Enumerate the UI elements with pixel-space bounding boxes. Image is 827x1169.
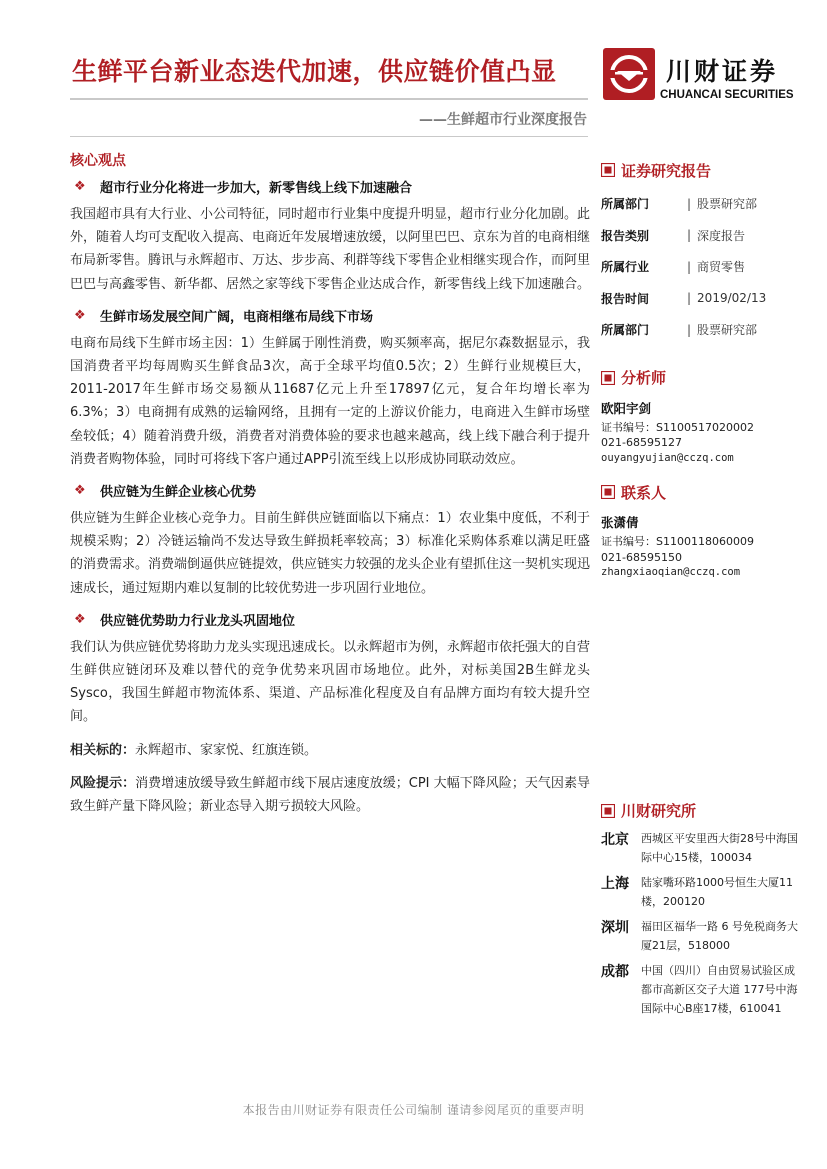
diamond-bullet-icon: ❖: [74, 179, 86, 194]
info-value: 2019/02/13: [697, 291, 767, 306]
section-body: 我国超市具有大行业、小公司特征，同时超市行业集中度提升明显，超市行业分化加剧。此外，随着人均可支配收入提高、电商近年发展增速放缓，以阿里巴巴、京东为首的电商相继布局新零售。腾讯与永辉超市、万达、步步高、利群等线下零售企业相继实现合作，而阿里巴巴与高鑫零售、新华都、居然之家等线下零售企业达成合作，新零售线上线下加速融合。: [70, 207, 591, 292]
info-separator: |: [687, 196, 692, 211]
office-address: 西城区平安里西大街28号中海国际中心15楼，100034: [641, 831, 798, 864]
section-heading: [70, 610, 590, 629]
contact-cert: 证书编号：S1100118060009: [601, 535, 754, 548]
section-heading: [70, 481, 590, 500]
contact-badge-icon: [601, 485, 615, 499]
info-row: [601, 251, 801, 283]
section-body: 电商布局线下生鲜市场主因：1）生鲜属于刚性消费，购买频率高，据尼尔森数据显示，我国消费者平均每周购买生鲜食品3次，高于全球平均值0.5次；2）生鲜行业规模巨大，2011-2017年生鲜市场交易额从11687亿元上升至17897亿元，复合年均增长率为 6.3%；3）电商拥有成熟的运输网络，且拥有一定的上游议价能力，电商进入生鲜市场壁垒较低；4）随着消费升级，消费者对消费体验的要求也越来越高，线上线下融合利于提升消费者购物体验，同时可将线下客户通过APP引流至线上以形成协同联动效应。: [70, 335, 590, 467]
info-separator: |: [687, 228, 692, 243]
related-stocks-label: 相关标的：: [70, 742, 136, 758]
analyst-email[interactable]: ouyangyujian@cczq.com: [601, 451, 734, 464]
contact-heading: [601, 480, 801, 504]
office-chengdu: [601, 961, 801, 1018]
risk-warning-label: 风险提示：: [70, 775, 136, 791]
related-stocks-text: 永辉超市、家家悦、红旗连锁。: [135, 742, 318, 758]
section-body: 供应链为生鲜企业核心竞争力。目前生鲜供应链面临以下痛点：1）农业集中度低，不利于规模采购；2）冷链运输尚不发达导致生鲜损耗率较高；3）标准化采购体系难以满足旺盛的消费需求。消费端倒逼供应链提效，供应链实力较强的龙头企业有望抓住这一契机实现迅速成长，通过短期内难以复制的比较优势进一步巩固行业地位。: [70, 511, 591, 596]
analyst-heading-text: 分析师: [621, 369, 667, 387]
info-label: 所属行业: [601, 260, 650, 275]
office-shenzhen: [601, 917, 801, 955]
contact-heading-text: 联系人: [621, 483, 667, 502]
report-title: 生鲜平台新业态迭代加速，供应链价值凸显: [72, 57, 557, 86]
analyst-phone: 021-68595127: [601, 436, 682, 449]
info-value: 股票研究部: [697, 197, 758, 212]
report-subtitle: ——生鲜超市行业深度报告: [419, 112, 587, 128]
core-views-label: 核心观点: [70, 153, 126, 169]
info-row: [601, 188, 801, 220]
contact-phone: 021-68595150: [601, 550, 682, 564]
related-stocks: [70, 739, 590, 762]
sidebar: [601, 158, 801, 1018]
info-label: 报告时间: [601, 291, 650, 306]
info-row: [601, 314, 801, 346]
section-heading-text: 供应链为生鲜企业核心优势: [100, 485, 257, 501]
brand-name-en: CHUANCAI SECURITIES: [660, 89, 794, 101]
info-row: [601, 220, 801, 252]
office-beijing: [601, 829, 801, 867]
section-body: 我们认为供应链优势将助力龙头实现迅速成长。以永辉超市为例，永辉超市依托强大的自营生鲜供应链闭环及难以替代的竞争优势来巩固市场地位。此外，对标美国2B生鲜龙头Sysco，我国生鲜超市物流体系、渠道、产品标准化程度及自有品牌方面均有较大提升空间。: [70, 639, 591, 725]
office-city: 成都: [601, 963, 629, 980]
office-address: 陆家嘴环路1000号恒生大厦11楼，200120: [641, 875, 793, 908]
info-separator: |: [687, 322, 692, 337]
contact-name: 张潇倩: [601, 515, 639, 530]
info-label: 所属部门: [601, 197, 650, 212]
office-address: 福田区福华一路 6 号免税商务大厦21层，518000: [641, 919, 798, 952]
institute-badge-icon: [601, 804, 615, 818]
section-heading-text: 供应链优势助力行业龙头巩固地位: [100, 613, 296, 629]
analyst-name: 欧阳宇剑: [601, 400, 652, 416]
footer-disclaimer: 本报告由川财证券有限责任公司编制 谨请参阅尾页的重要声明: [242, 1103, 585, 1117]
info-value: 深度报告: [697, 228, 746, 243]
institute-heading: [601, 799, 801, 823]
chuancai-logo-icon: [603, 48, 655, 100]
core-views-column: [70, 150, 590, 828]
risk-warning-text: 消费增速放缓导致生鲜超市线下展店速度放缓；CPI 大幅下降风险；天气因素导致生鲜产量下降风险；新业态导入期亏损较大风险。: [70, 775, 590, 815]
info-separator: |: [687, 291, 692, 306]
section-heading: [70, 177, 590, 196]
report-info-heading-text: 证券研究报告: [621, 161, 712, 180]
report-badge-icon: [601, 163, 615, 177]
office-shanghai: [601, 873, 801, 911]
report-info-heading: [601, 158, 801, 182]
info-label: 所属部门: [601, 323, 650, 338]
office-city: 深圳: [601, 919, 629, 936]
analyst-badge-icon: [601, 371, 615, 385]
office-city: 北京: [601, 831, 629, 848]
institute-heading-text: 川财研究所: [621, 802, 697, 820]
risk-warning: [70, 772, 590, 818]
brand-name-cn: 川财证券: [666, 57, 779, 86]
info-separator: |: [687, 259, 692, 274]
info-value: 商贸零售: [697, 260, 746, 275]
section-heading-text: 超市行业分化将进一步加大，新零售线上线下加速融合: [100, 181, 413, 196]
section-heading: [70, 306, 590, 325]
info-value: 股票研究部: [697, 323, 758, 338]
contact-email[interactable]: zhangxiaoqian@cczq.com: [601, 566, 741, 578]
section-heading-text: 生鲜市场发展空间广阔，电商相继布局线下市场: [100, 309, 374, 325]
analyst-cert: 证书编号：S1100517020002: [601, 420, 754, 434]
office-city: 上海: [601, 875, 629, 892]
info-row: [601, 283, 801, 315]
diamond-bullet-icon: ❖: [74, 611, 86, 627]
office-address: 中国（四川）自由贸易试验区成都市高新区交子大道 177号中海国际中心B座17楼，610041: [641, 963, 798, 1015]
analyst-heading: [601, 366, 801, 390]
diamond-bullet-icon: ❖: [74, 307, 86, 323]
info-label: 报告类别: [601, 228, 650, 243]
title-divider: [70, 98, 588, 100]
diamond-bullet-icon: ❖: [74, 483, 86, 499]
subtitle-divider: [70, 136, 588, 137]
